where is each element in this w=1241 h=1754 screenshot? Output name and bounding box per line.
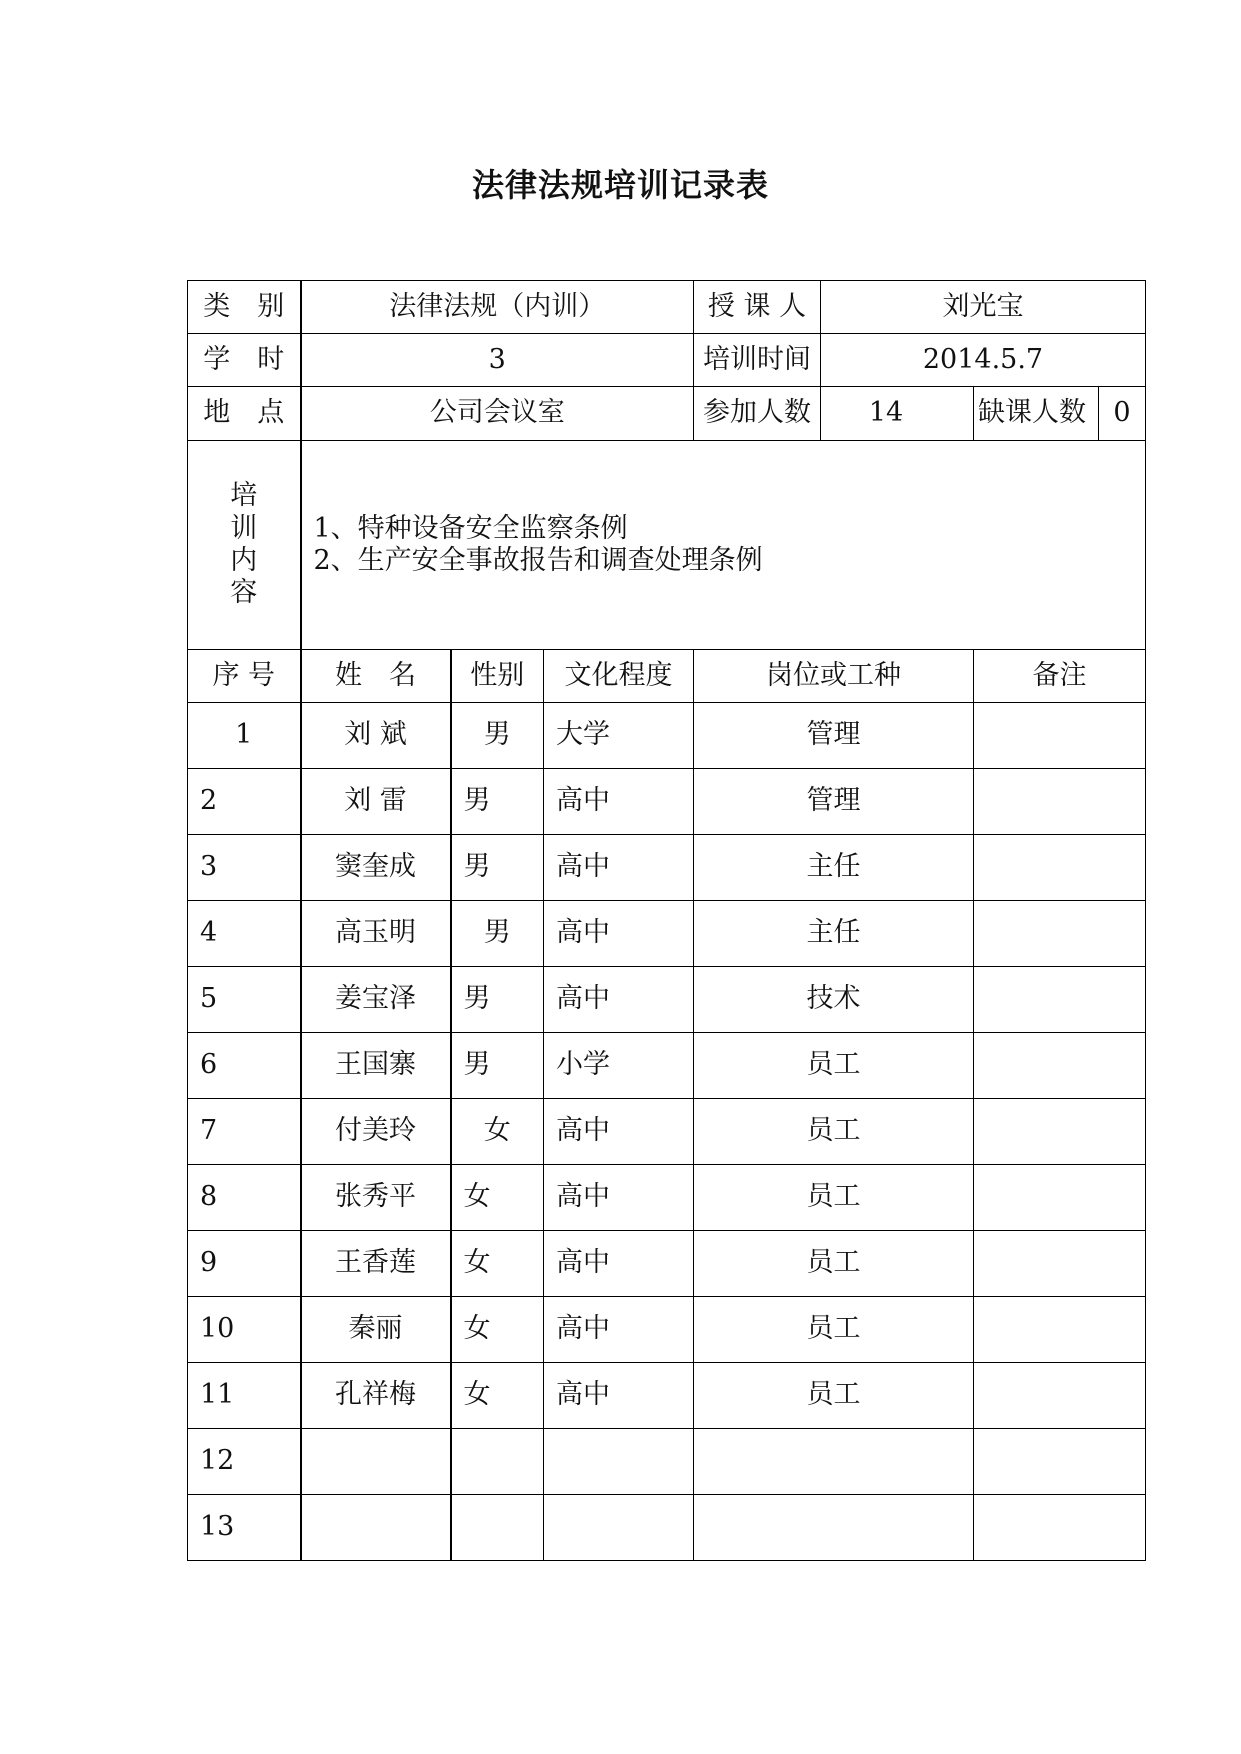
table-row [188,769,1146,835]
header-row-location [188,387,1146,441]
table-row [188,1495,1146,1561]
row-no: 4 [188,901,301,967]
table-row [188,967,1146,1033]
row-no: 13 [188,1495,301,1561]
row-note [974,1297,1146,1363]
row-gender: 女 [451,1297,544,1363]
content-label-char: 训 [230,512,258,544]
row-education: 高中 [544,1165,694,1231]
location-label: 地 点 [188,387,301,441]
row-post: 管理 [694,769,974,835]
content-item: 1、特种设备安全监察条例 [313,512,628,544]
table-row [188,1363,1146,1429]
row-education: 高中 [544,835,694,901]
lecturer-value: 刘光宝 [821,281,1146,334]
row-name: 姜宝泽 [301,967,451,1033]
attendee-rows [188,703,1146,1561]
row-no: 2 [188,769,301,835]
row-education: 高中 [544,1363,694,1429]
row-no: 1 [188,703,301,769]
row-note [974,1033,1146,1099]
row-gender: 男 [451,901,544,967]
row-name: 高玉明 [301,901,451,967]
hours-label: 学 时 [188,334,301,387]
header-row-category [188,281,1146,334]
table-row [188,835,1146,901]
table-row [188,1165,1146,1231]
training-record-table [187,280,1146,1561]
row-note [974,967,1146,1033]
table-row [188,901,1146,967]
content-label-char: 容 [230,577,258,609]
row-post: 主任 [694,901,974,967]
row-post: 管理 [694,703,974,769]
row-post [694,1429,974,1495]
row-gender: 女 [451,1231,544,1297]
row-education: 高中 [544,1231,694,1297]
table-row [188,1099,1146,1165]
row-no: 8 [188,1165,301,1231]
row-note [974,1099,1146,1165]
row-post: 员工 [694,1363,974,1429]
col-header-gender: 性别 [451,650,544,703]
category-value: 法律法规（内训） [301,281,694,334]
row-education [544,1495,694,1561]
row-post: 员工 [694,1165,974,1231]
row-post: 员工 [694,1231,974,1297]
row-note [974,1429,1146,1495]
row-name: 张秀平 [301,1165,451,1231]
row-education: 高中 [544,1099,694,1165]
col-header-post: 岗位或工种 [694,650,974,703]
row-note [974,703,1146,769]
attendees-value-cell [821,387,974,441]
content-label-char: 培 [230,480,258,512]
row-note [974,1231,1146,1297]
lecturer-label: 授 课 人 [694,281,821,334]
attendees-value: 14 [868,397,904,429]
table-row [188,1231,1146,1297]
table-row [188,1297,1146,1363]
content-row [188,441,1146,650]
hours-value: 3 [301,334,694,387]
row-no: 9 [188,1231,301,1297]
content-label-char: 内 [230,545,258,576]
row-name: 窦奎成 [301,835,451,901]
category-label: 类 别 [188,281,301,334]
row-gender: 男 [451,1033,544,1099]
row-gender: 男 [451,703,544,769]
row-note [974,1363,1146,1429]
content-item: 2、生产安全事故报告和调查处理条例 [313,545,763,576]
row-name: 王香莲 [301,1231,451,1297]
row-post: 员工 [694,1297,974,1363]
row-no: 10 [188,1297,301,1363]
row-gender: 女 [451,1099,544,1165]
row-no: 5 [188,967,301,1033]
absent-label: 缺课人数 [978,397,1086,429]
training-time-value: 2014.5.7 [821,334,1146,387]
row-education: 高中 [544,1297,694,1363]
row-name: 孔祥梅 [301,1363,451,1429]
row-post [694,1495,974,1561]
row-post: 主任 [694,835,974,901]
row-note [974,1495,1146,1561]
row-no: 6 [188,1033,301,1099]
training-time-label: 培训时间 [694,334,821,387]
col-header-name: 姓 名 [301,650,451,703]
row-post: 员工 [694,1033,974,1099]
row-no: 11 [188,1363,301,1429]
row-note [974,769,1146,835]
row-name: 刘 斌 [301,703,451,769]
row-gender: 女 [451,1363,544,1429]
page-title: 法律法规培训记录表 [471,166,769,204]
row-note [974,1165,1146,1231]
row-name: 秦丽 [301,1297,451,1363]
header-row-hours [188,334,1146,387]
content-label [188,441,301,650]
row-gender: 男 [451,769,544,835]
row-education: 高中 [544,901,694,967]
row-name [301,1429,451,1495]
row-post: 技术 [694,967,974,1033]
content-items [301,441,1146,650]
row-education: 高中 [544,769,694,835]
row-name: 刘 雷 [301,769,451,835]
table-row [188,1429,1146,1495]
table-row [188,703,1146,769]
row-gender: 女 [451,1165,544,1231]
col-header-no: 序 号 [188,650,301,703]
table-row [188,1033,1146,1099]
col-header-education: 文化程度 [544,650,694,703]
row-education: 高中 [544,967,694,1033]
row-post: 员工 [694,1099,974,1165]
row-education [544,1429,694,1495]
row-no: 3 [188,835,301,901]
row-gender: 男 [451,835,544,901]
row-no: 7 [188,1099,301,1165]
absent-cell [974,387,1146,441]
row-name: 王国寨 [301,1033,451,1099]
row-gender [451,1429,544,1495]
attendees-label: 参加人数 [694,387,821,441]
row-note [974,835,1146,901]
absent-value: 0 [1113,397,1131,429]
row-no: 12 [188,1429,301,1495]
row-education: 小学 [544,1033,694,1099]
row-gender [451,1495,544,1561]
row-name: 付美玲 [301,1099,451,1165]
row-note [974,901,1146,967]
row-name [301,1495,451,1561]
row-education: 大学 [544,703,694,769]
column-header-row [188,650,1146,703]
col-header-note: 备注 [974,650,1146,703]
location-value: 公司会议室 [301,387,694,441]
row-gender: 男 [451,967,544,1033]
